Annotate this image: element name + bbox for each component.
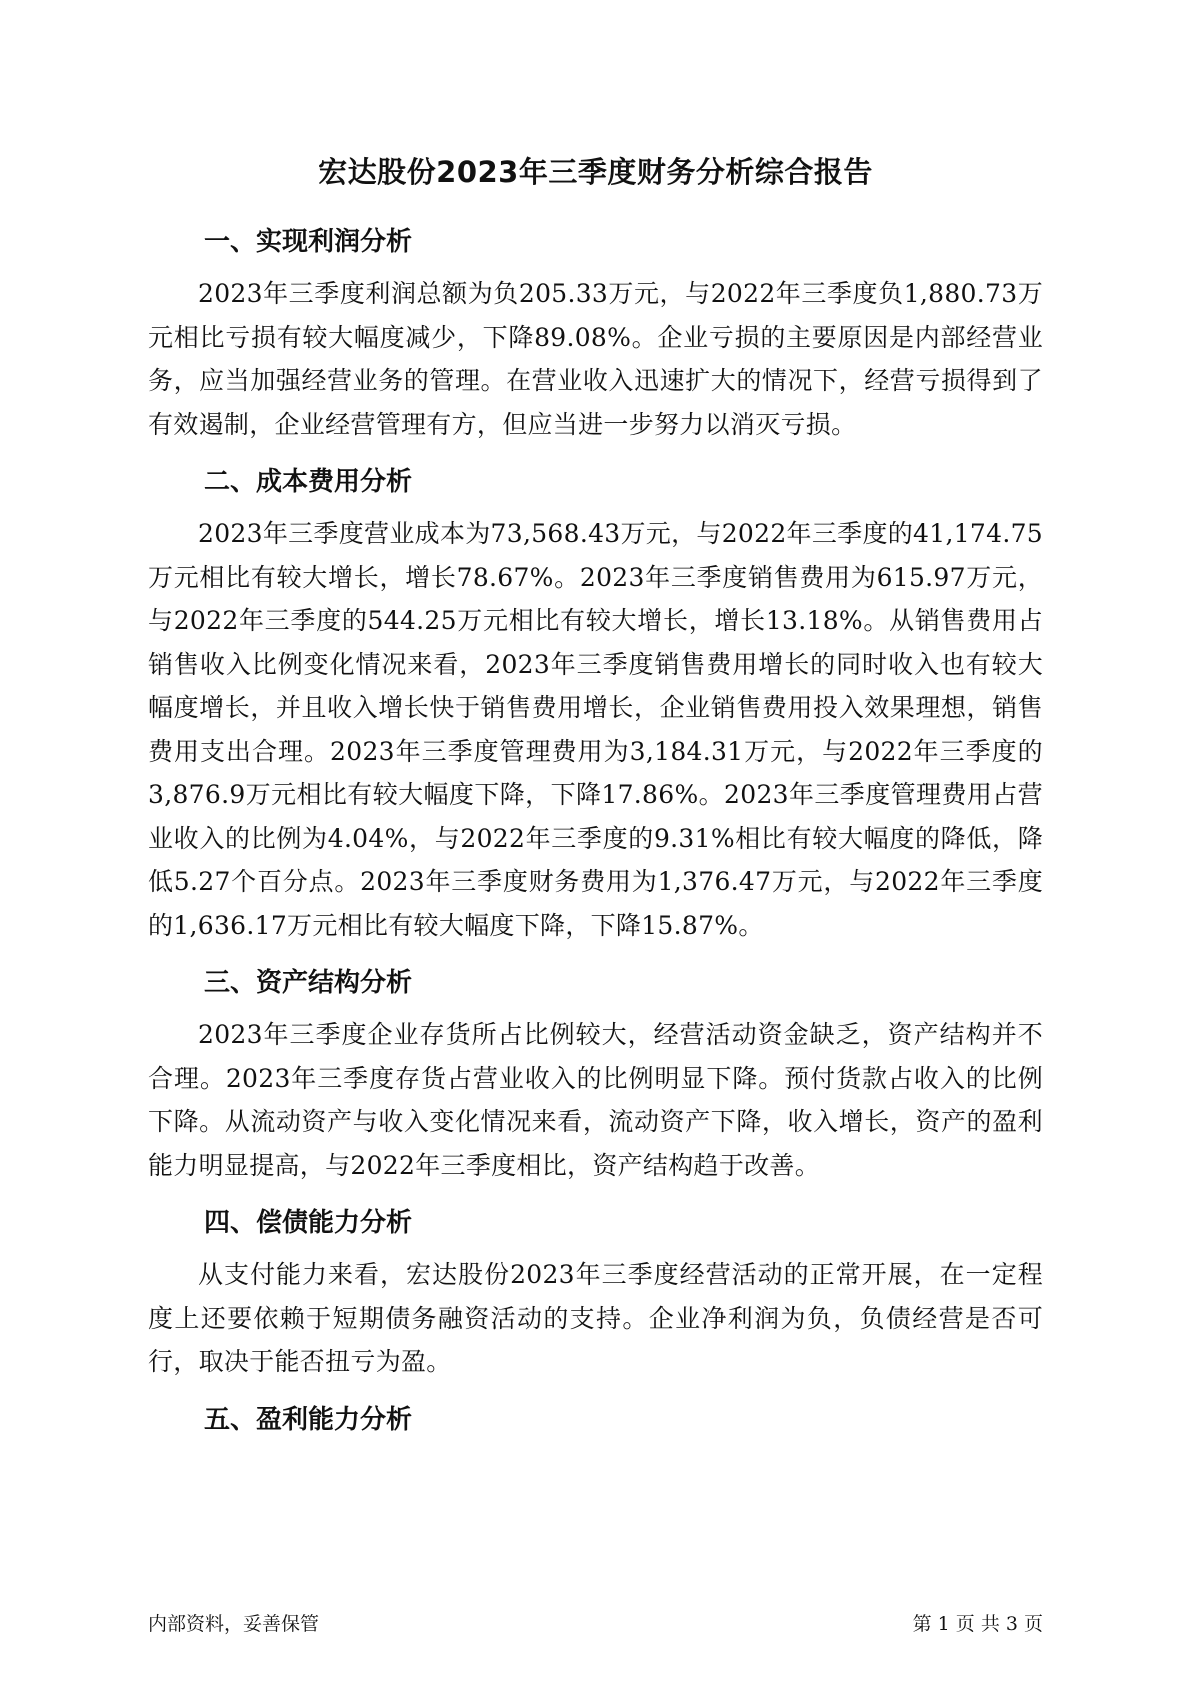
section-paragraph: 从支付能力来看，宏达股份2023年三季度经营活动的正常开展，在一定程度上还要依赖于短期债务融资活动的支持。企业净利润为负，负债经营是否可行，取决于能否扭亏为盈。 (148, 1260, 1043, 1376)
section-heading: 四、偿债能力分析 (204, 1208, 413, 1238)
section-heading: 二、成本费用分析 (204, 467, 413, 497)
footer-confidential-note: 内部资料，妥善保管 (148, 1613, 320, 1635)
document-body (148, 222, 1043, 1450)
section-cost-analysis (148, 462, 1043, 947)
document-title: 宏达股份2023年三季度财务分析综合报告 (318, 155, 873, 189)
section-paragraph: 2023年三季度企业存货所占比例较大，经营活动资金缺乏，资产结构并不合理。2023年三季度存货占营业收入的比例明显下降。预付货款占收入的比例下降。从流动资产与收入变化情况来看，流动资产下降，收入增长，资产的盈利能力明显提高，与2022年三季度相比，资产结构趋于改善。 (148, 1020, 1043, 1180)
section-paragraph: 2023年三季度营业成本为73,568.43万元，与2022年三季度的41,174.75万元相比有较大增长，增长78.67%。2023年三季度销售费用为615.97万元，与2022年三季度的544.25万元相比有较大增长，增长13.18%。从销售费用占销售收入比例变化情况来看，2023年三季度销售费用增长的同时收入也有较大幅度增长，并且收入增长快于销售费用增长，企业销售费用投入效果理想，销售费用支出合理。2023年三季度管理费用为3,184.31万元，与2022年三季度的3,876.9万元相比有较大幅度下降，下降17.86%。2023年三季度管理费用占营业收入的比例为4.04%，与2022年三季度的9.31%相比有较大幅度的降低，降低5.27个百分点。2023年三季度财务费用为1,376.47万元，与2022年三季度的1,636.17万元相比有较大幅度下降，下降15.87%。 (148, 519, 1043, 940)
footer-page-number: 第 1 页 共 3 页 (912, 1613, 1043, 1635)
section-heading: 三、资产结构分析 (204, 968, 413, 998)
section-asset-structure-analysis (148, 963, 1043, 1187)
section-paragraph: 2023年三季度利润总额为负205.33万元，与2022年三季度负1,880.73万元相比亏损有较大幅度减少，下降89.08%。企业亏损的主要原因是内部经营业务，应当加强经营业务的管理。在营业收入迅速扩大的情况下，经营亏损得到了有效遏制，企业经营管理有方，但应当进一步努力以消灭亏损。 (148, 279, 1043, 439)
section-solvency-analysis (148, 1203, 1043, 1384)
section-heading: 一、实现利润分析 (204, 227, 413, 257)
section-profit-analysis (148, 222, 1043, 446)
section-profitability-analysis (148, 1400, 1043, 1440)
section-heading: 五、盈利能力分析 (204, 1404, 413, 1435)
